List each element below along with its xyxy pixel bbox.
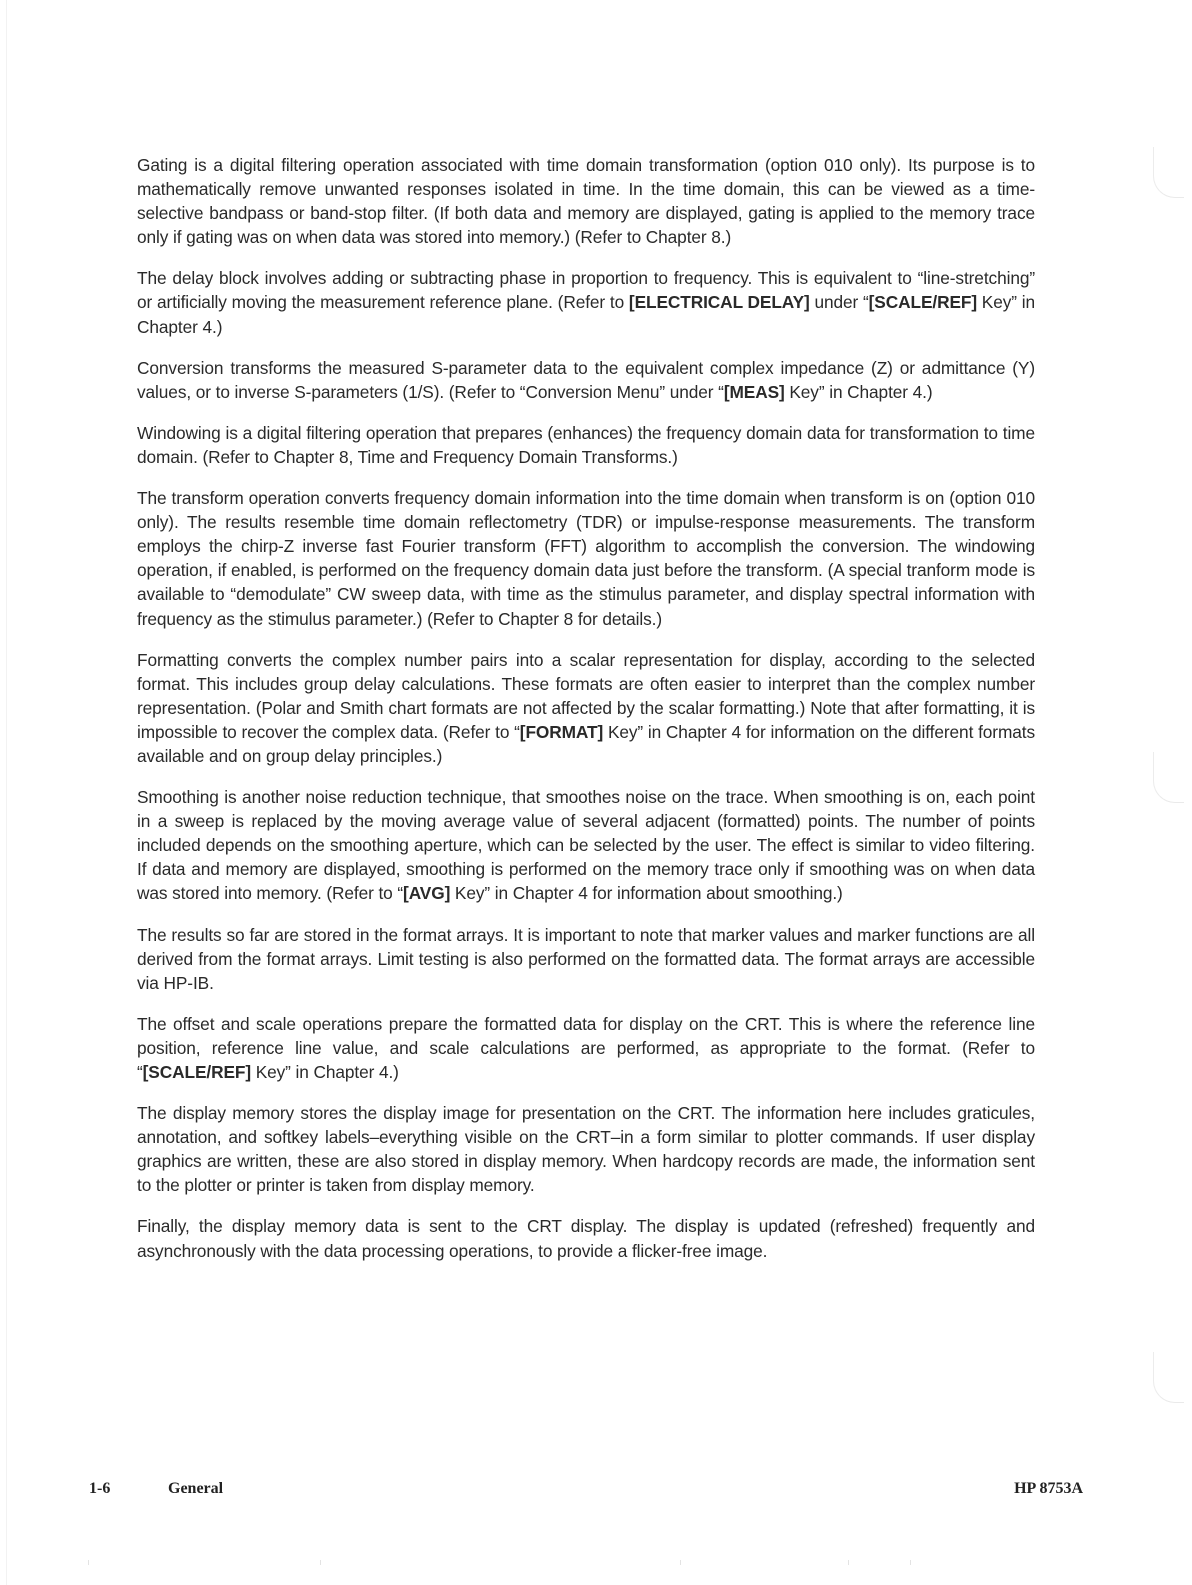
key-reference: [AVG] [403, 883, 451, 904]
key-reference: [SCALE/REF] [142, 1062, 251, 1082]
page-number: 1-6 [89, 1480, 111, 1497]
text: Conversion transforms the measured S-parameter data to the equivalent complex impedance (Z) or admittance (Y) values, or to inverse S-parameters (1/S). (Refer to “Conversion Menu” under “ [137, 357, 1035, 402]
paragraph-crt-display [137, 1214, 1035, 1262]
document-body [137, 153, 1035, 1280]
paragraph-display-memory [137, 1101, 1035, 1197]
text: Key” in Chapter 4.) [251, 1062, 399, 1082]
key-reference: [SCALE/REF] [868, 292, 977, 313]
paragraph-gating [137, 153, 1035, 249]
product-model: HP 8753A [1014, 1480, 1083, 1497]
paragraph-transform [137, 486, 1035, 631]
text: Finally, the display memory data is sent to the CRT display. The display is updated (refreshed) frequently and asynchronously with the data processing operations, to provide a flicker-free image. [137, 1216, 1035, 1261]
key-reference: [MEAS] [723, 381, 785, 402]
text: Key” in Chapter 4.) [784, 381, 933, 402]
text: The results so far are stored in the format arrays. It is important to note that marker values and marker functions are all derived from the format arrays. Limit testing is also performed on the formatted data. The format arrays are accessible via HP-IB. [137, 924, 1035, 993]
paragraph-formatting [137, 648, 1035, 768]
scan-artifacts [88, 1560, 1088, 1566]
text: The display memory stores the display image for presentation on the CRT. The information here includes graticules, annotation, and softkey labels–everything visible on the CRT–in a form similar to plotter commands. If user display graphics are written, these are also stored in display memory. When hardcopy records are made, the information sent to the plotter or printer is taken from display memory. [137, 1103, 1035, 1196]
text: Key” in Chapter 4.) [137, 292, 1035, 337]
text: Smoothing is another noise reduction technique, that smoothes noise on the trace. When smoothing is on, each point in a sweep is replaced by the moving average value of several adjacent (formatted) points. The number of points included depends on the smoothing aperture, which can be selected by the user. The effect is similar to video filtering. If data and memory are displayed, smoothing is performed on the memory trace only if smoothing was on when data was stored into memory. (Refer to “ [137, 787, 1035, 904]
binder-hole-mark [1153, 1352, 1184, 1403]
text: Key” in Chapter 4 for information on the different formats available and on group delay principles.) [137, 721, 1035, 766]
paragraph-delay [137, 266, 1035, 338]
section-title: General [168, 1480, 224, 1497]
text: The offset and scale operations prepare the formatted data for display on the CRT. This is where the reference line position, reference line value, and scale calculations are performed, as appropriate to the format. (Refer to “ [137, 1013, 1035, 1082]
key-reference: [ELECTRICAL DELAY] [628, 292, 810, 313]
text: Windowing is a digital filtering operation that prepares (enhances) the frequency domain data for transformation to time domain. (Refer to Chapter 8, Time and Frequency Domain Transforms.) [137, 422, 1035, 467]
paragraph-smoothing [137, 785, 1035, 905]
page-footer [0, 1480, 1192, 1504]
paragraph-format-arrays [137, 923, 1035, 995]
text: Formatting converts the complex number pairs into a scalar representation for display, according to the selected format. This includes group delay calculations. These formats are often easier to interpret than the complex number representation. (Polar and Smith chart formats are not affected by the scalar formatting.) Note that after formatting, it is impossible to recover the complex data. (Refer to “ [137, 649, 1035, 742]
binder-hole-mark [1153, 147, 1184, 198]
page-edge [6, 0, 7, 1585]
text: under “ [809, 292, 869, 313]
text: The transform operation converts frequency domain information into the time domain when transform is on (option 010 only). The results resemble time domain reflectometry (TDR) or impulse-response measurements. The transform employs the chirp-Z inverse fast Fourier transform (FFT) algorithm to accomplish the conversion. The windowing operation, if enabled, is performed on the frequency domain data just before the transform. (A special tranform mode is available to “demodulate” CW sweep data, with time as the stimulus parameter, and display spectral information with frequency as the stimulus parameter.) (Refer to Chapter 8 for details.) [137, 488, 1035, 629]
text: Key” in Chapter 4 for information about smoothing.) [450, 883, 843, 904]
paragraph-offset-scale [137, 1012, 1035, 1084]
text: Gating is a digital filtering operation associated with time domain transformation (option 010 only). Its purpose is to mathematically remove unwanted responses isolated in time. In the time domain, this can be viewed as a time-selective bandpass or band-stop filter. (If both data and memory are displayed, gating is applied to the memory trace only if gating was on when data was stored into memory.) (Refer to Chapter 8.) [137, 155, 1035, 248]
paragraph-conversion [137, 356, 1035, 404]
paragraph-windowing [137, 421, 1035, 469]
key-reference: [FORMAT] [519, 721, 604, 742]
binder-hole-mark [1153, 752, 1184, 803]
text: The delay block involves adding or subtracting phase in proportion to frequency. This is equivalent to “line-stretching” or artificially moving the measurement reference plane. (Refer to [137, 268, 1035, 313]
